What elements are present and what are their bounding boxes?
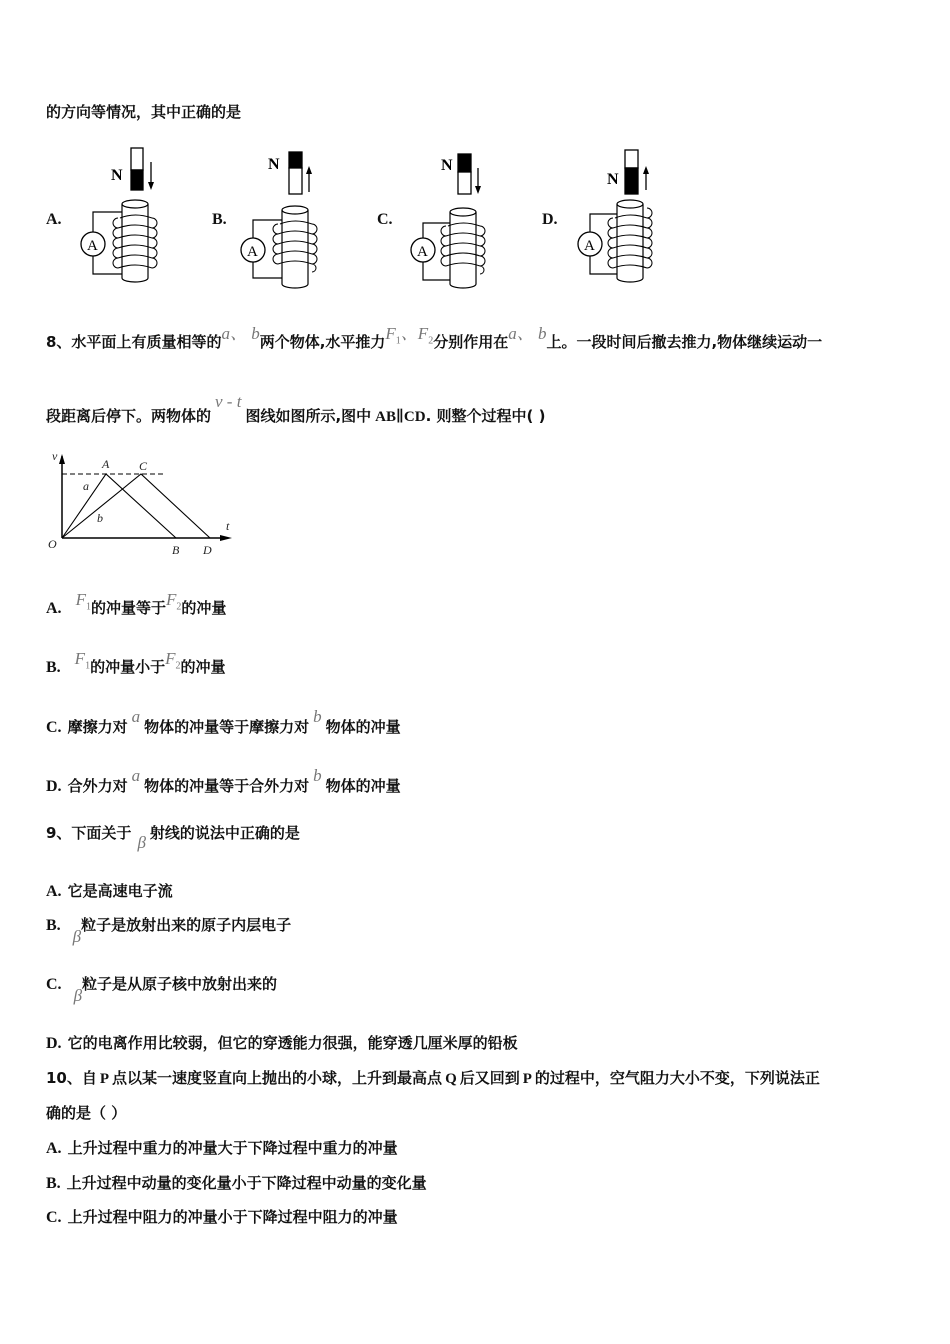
var-b: b: [313, 707, 322, 726]
svg-text:A: A: [417, 244, 428, 260]
var-f2: $F_2$: [165, 649, 181, 672]
coil-diagram-a: [78, 146, 168, 286]
q8-option-d[interactable]: D. 合外力对a物体的冲量等于合外力对b物体的冲量: [46, 766, 401, 795]
arrow-up-icon: [643, 166, 649, 190]
curve-a-label: a: [83, 479, 89, 493]
point-d-label: D: [203, 543, 212, 557]
q9-stem: 9、下面关于 β 射线的说法中正确的是: [46, 824, 300, 852]
bar-magnet-icon: [625, 150, 638, 194]
q8-stem-text: 分别作用在: [433, 333, 509, 351]
beta-symbol: β: [137, 833, 146, 852]
bar-magnet-icon: [458, 154, 471, 194]
coil-diagram-b: [238, 146, 328, 291]
var-a-b: a、 b: [508, 324, 547, 343]
y-axis: [59, 454, 65, 538]
var-f1-f2: $F_1$、$F_2$: [385, 324, 434, 347]
svg-text:A: A: [87, 238, 98, 254]
var-f2: $F_2$: [165, 590, 182, 613]
ammeter-icon: [81, 232, 105, 256]
q8-stem-text: 段距离后停下。两物体的: [46, 407, 212, 425]
coil-diagram-d: [570, 146, 660, 286]
var-v-t: v - t: [215, 392, 242, 411]
arrow-down-icon: [475, 168, 481, 194]
n-pole-label: N: [111, 167, 123, 184]
q7-option-a-label[interactable]: A.: [46, 211, 62, 228]
q8-stem-text: 图线如图所示,图中: [245, 407, 372, 425]
q8-stem-line1: [46, 324, 823, 359]
var-b: b: [313, 766, 322, 785]
ammeter-icon: [241, 238, 265, 262]
q8-stem-line2: [46, 392, 546, 427]
curve-b-label: b: [97, 511, 103, 525]
var-a: a: [131, 707, 141, 726]
axis-v-label: v: [52, 449, 58, 463]
coil-diagram-c: [405, 146, 495, 291]
var-f1: $F_1$: [74, 649, 91, 672]
q7-option-d-label[interactable]: D.: [542, 211, 558, 228]
arrow-up-icon: [306, 166, 312, 192]
ab-parallel-cd: AB∥CD: [375, 409, 426, 425]
point-c-label: C: [139, 459, 148, 473]
q8-stem-text: 两个物体,水平推力: [259, 333, 386, 351]
q8-option-c[interactable]: C. 摩擦力对a物体的冲量等于摩擦力对b物体的冲量: [46, 707, 401, 736]
beta-symbol: β: [72, 927, 82, 946]
coil-icon: [273, 206, 317, 288]
q10-option-c[interactable]: C. 上升过程中阻力的冲量小于下降过程中阻力的冲量: [46, 1208, 398, 1226]
q8-option-a[interactable]: A. $F_1$的冲量等于$F_2$的冲量: [46, 590, 227, 617]
q9-option-c[interactable]: C.β粒子是从原子核中放射出来的: [46, 975, 278, 1005]
arrow-down-icon: [148, 162, 154, 190]
coil-icon: [441, 208, 485, 288]
q8-option-b[interactable]: B. $F_1$的冲量小于$F_2$的冲量: [46, 649, 226, 676]
point-b-label: B: [172, 543, 180, 557]
bar-magnet-icon: [131, 148, 143, 190]
q7-option-b-label[interactable]: B.: [212, 211, 227, 228]
q9-option-d[interactable]: D. 它的电离作用比较弱，但它的穿透能力很强，能穿透几厘米厚的铅板: [46, 1034, 518, 1052]
point-a-label: A: [102, 457, 110, 471]
q7-intro-tail: 的方向等情况，其中正确的是: [46, 103, 242, 121]
q9-option-a[interactable]: A. 它是高速电子流: [46, 882, 173, 900]
var-f1: $F_1$: [75, 590, 91, 613]
coil-icon: [608, 200, 652, 282]
svg-text:A: A: [247, 244, 258, 260]
axis-t-label: t: [226, 519, 230, 533]
ammeter-icon: [578, 232, 602, 256]
q10-stem-line1: 10、自 P 点以某一速度竖直向上抛出的小球，上升到最高点 Q 后又回到 P 的过程中，空气阻力大小不变，下列说法正: [46, 1069, 820, 1087]
q8-stem-text: 上。一段时间后撤去推力,物体继续运动一: [546, 333, 823, 351]
var-a-b: a、 b: [221, 324, 260, 343]
q10-option-a[interactable]: A. 上升过程中重力的冲量大于下降过程中重力的冲量: [46, 1139, 398, 1157]
q7-option-c-label[interactable]: C.: [377, 211, 393, 228]
x-axis: [62, 535, 232, 541]
q10-stem-line2: 确的是（ ）: [46, 1104, 127, 1122]
bar-magnet-icon: [289, 152, 302, 194]
origin-label: O: [48, 537, 57, 551]
n-pole-label: N: [607, 171, 619, 188]
q9-option-b[interactable]: B.β粒子是放射出来的原子内层电子: [46, 916, 292, 946]
svg-text:A: A: [584, 238, 595, 254]
vt-graph: [46, 450, 236, 560]
ammeter-icon: [411, 238, 435, 262]
q8-stem-text: 8、水平面上有质量相等的: [46, 333, 222, 351]
line-a: [62, 474, 176, 538]
beta-symbol: β: [73, 986, 83, 1005]
var-a: a: [131, 766, 141, 785]
q8-stem-text: . 则整个过程中( ): [425, 407, 546, 425]
n-pole-label: N: [441, 157, 453, 174]
n-pole-label: N: [268, 156, 280, 173]
q10-option-b[interactable]: B. 上升过程中动量的变化量小于下降过程中动量的变化量: [46, 1174, 427, 1192]
